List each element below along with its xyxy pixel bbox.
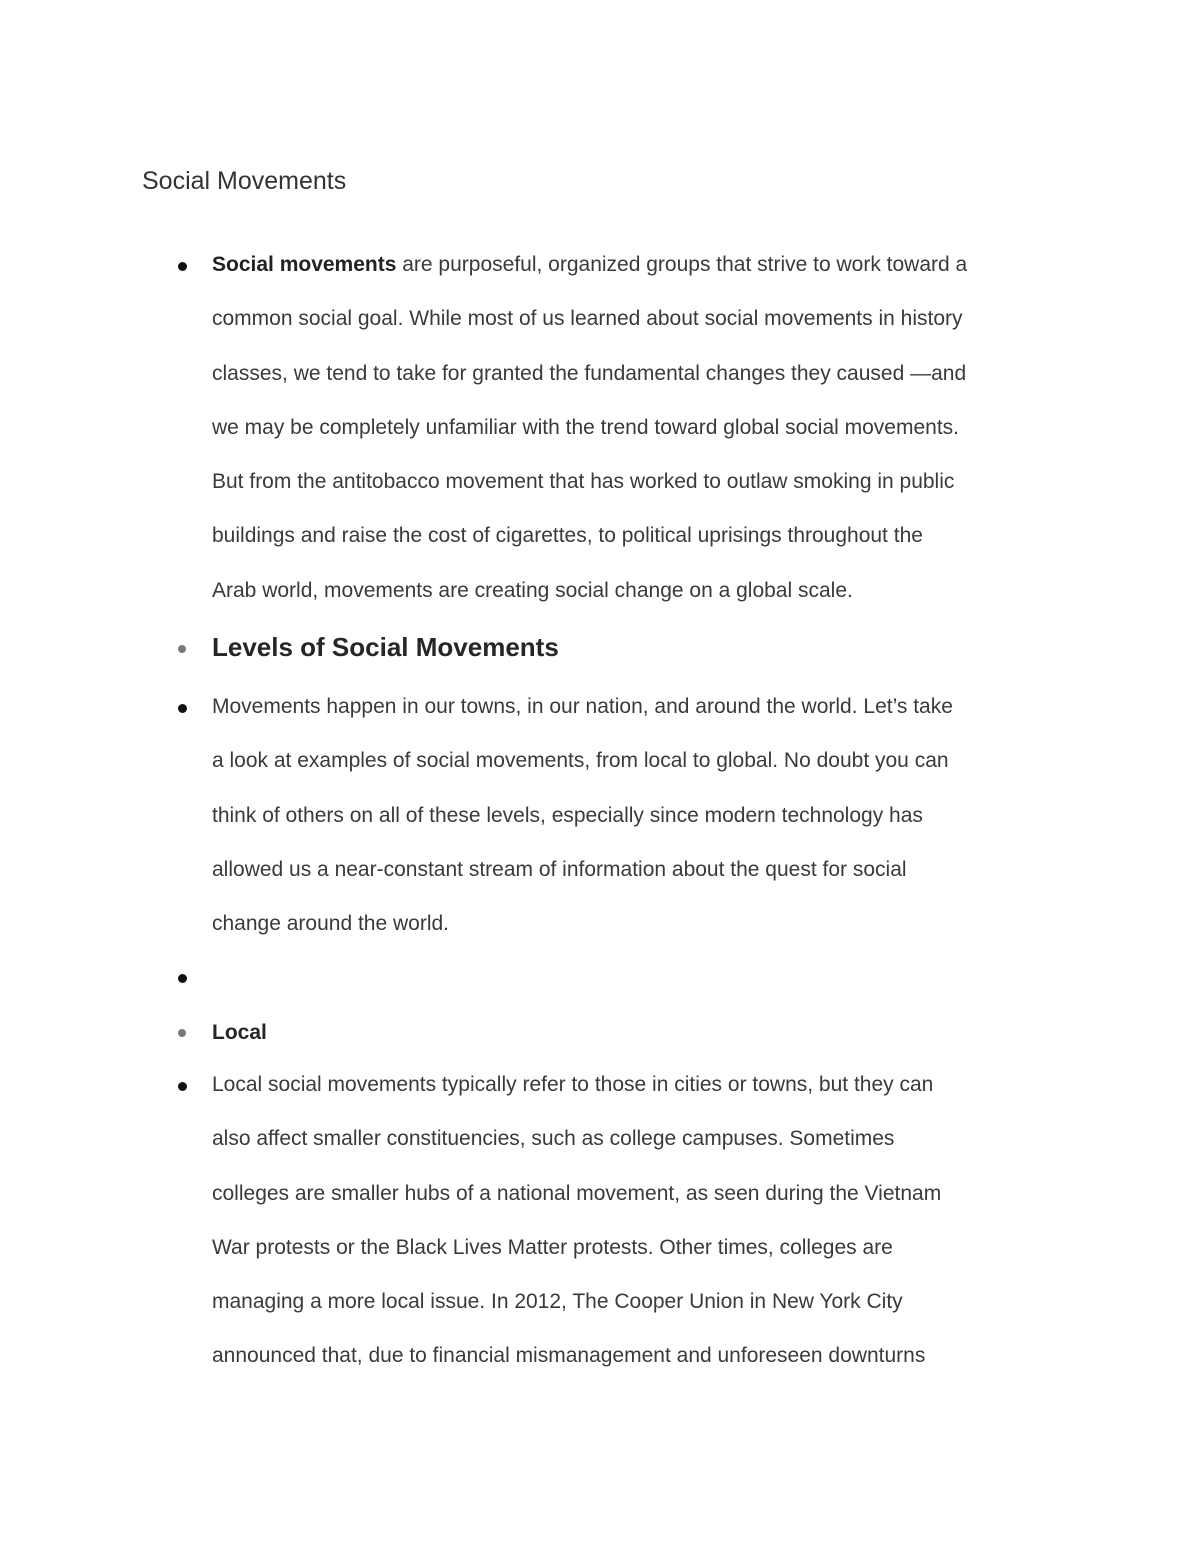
text-line: also affect smaller constituencies, such as college campuses. Sometimes [212, 1127, 895, 1151]
text-line: War protests or the Black Lives Matter protests. Other times, colleges are [212, 1235, 893, 1259]
text-line: announced that, due to financial mismanagement and unforeseen downturns [212, 1344, 926, 1368]
text-line: But from the antitobacco movement that has worked to outlaw smoking in public [212, 470, 955, 494]
text-line: a look at examples of social movements, from local to global. No doubt you can [212, 749, 949, 773]
text-line: Arab world, movements are creating social change on a global scale. [212, 578, 853, 602]
subheading-local: Local [212, 1021, 267, 1044]
text-line: common social goal. While most of us learned about social movements in history [212, 307, 963, 331]
bullet-icon [178, 704, 187, 713]
text-line: Movements happen in our towns, in our nation, and around the world. Let’s take [212, 695, 953, 718]
text-line: allowed us a near-constant stream of information about the quest for social [212, 857, 907, 881]
paragraph-levels [212, 680, 1062, 951]
text-line: classes, we tend to take for granted the fundamental changes they caused —and [212, 361, 967, 385]
bold-term: Social movements [212, 253, 397, 276]
text-line: we may be completely unfamiliar with the trend toward global social movements. [212, 415, 960, 439]
document-title: Social Movements [142, 167, 347, 195]
section-heading: Levels of Social Movements [212, 632, 559, 662]
text-line: managing a more local issue. In 2012, The Cooper Union in New York City [212, 1290, 903, 1314]
bullet-icon [178, 262, 187, 271]
bullet-icon [178, 645, 186, 653]
paragraph-local [212, 1058, 1062, 1384]
text-line: change around the world. [212, 912, 449, 936]
text-line: think of others on all of these levels, especially since modern technology has [212, 803, 923, 827]
text-line: Local social movements typically refer to those in cities or towns, but they can [212, 1073, 934, 1096]
bullet-icon [178, 1029, 186, 1037]
text-line: are purposeful, organized groups that strive to work toward a [396, 253, 968, 276]
bullet-icon [178, 974, 187, 983]
text-line: buildings and raise the cost of cigarettes, to political uprisings throughout the [212, 524, 923, 548]
paragraph-social-movements [212, 238, 1062, 618]
text-line: colleges are smaller hubs of a national movement, as seen during the Vietnam [212, 1181, 942, 1205]
bullet-icon [178, 1082, 187, 1091]
